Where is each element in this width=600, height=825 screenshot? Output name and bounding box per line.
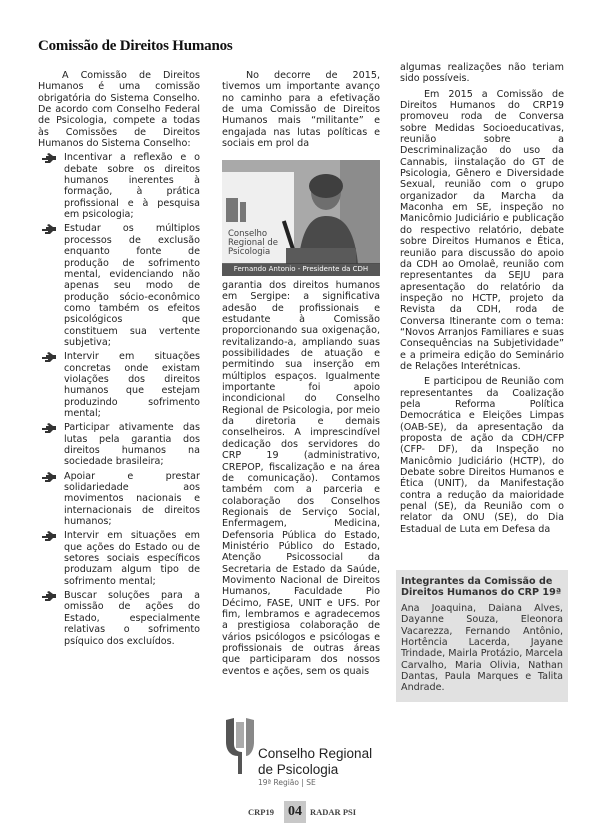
list-item: Estudar os múltiplos processos de exclusão enquanto fonte de produção de sofrimento mental, evidenciando não apenas seu modo de produção sócio-econômico como também os efeitos psicológicos que constituem sua vertente subjetiva; (38, 223, 200, 348)
paragraph: algumas realizações não teriam sido possíveis. (400, 62, 564, 85)
list-item: Intervir em situações em que ações do Estado ou de setores sociais específicos produzam algum tipo de sofrimento mental; (38, 530, 200, 587)
list-item: Apoiar e prestar solidariedade aos movimentos nacionais e internacionais de direitos humanos; (38, 471, 200, 528)
photo-president (222, 160, 380, 276)
hand-pointer-icon (40, 224, 56, 234)
list-item: Incentivar a reflexão e o debate sobre os direitos humanos inerentes à formação, à prática profissional e à pesquisa em psicologia; (38, 152, 200, 220)
crp-logo (224, 716, 384, 796)
paragraph: garantia dos direitos humanos em Sergipe: a significativa adesão de profissionais e estudante à Comissão proporcionando sua oxigenação, revitalizando-a, ampliando suas possibilidades de atuação e permitindo sua inserção em múltiplos espaços. Igualmente importante foi apoio incondicional do Conselho Regional de Psicologia, por meio da diretoria e demais conselheiros. A imprescindível dedicação dos servidores do CRP 19 (administrativo, CREPOP, fiscalização e na área de comunicação). Contamos também com a parceria e colaboração dos Conselhos Regionais de Serviço Social, Enfermagem, Medicina, Defensoria Pública do Estado, Ministério Público do Estado, Atenção Psicossocial da Secretaria de Estado da Saúde, Movimento Nacional de Direitos Humanos, Faculdade Pio Décimo, FASE, UNIT e UFS. Por fim, lembramos e agradecemos a prestigiosa colaboração de vários psicólogos e psicólogas e profissionais de outras áreas que participaram dos nossos eventos e ações, sem os quais (222, 280, 380, 677)
list-item: Buscar soluções para a omissão de ações do Estado, especialmente relativas o sofrimento psíquico dos excluídos. (38, 590, 200, 647)
list-item: Intervir em situações concretas onde existam violações dos direitos humanos que estejam produzindo sofrimento mental; (38, 351, 200, 419)
competences-list (38, 152, 200, 646)
logo-line-1: Conselho Regional (258, 746, 373, 761)
paragraph: E participou de Reunião com representantes da Coalização pela Reforma Política Democrática e Eleições Limpas (OAB-SE), da apresentação da proposta de ação da CDH/CFP (CFP- DF), da Inspeção no Manicômio Judiciário (HCTP), do Debate sobre Direitos Humanos e Ética (UNIT), da Manifestação contra a redução da maioridade penal (SE), da Reunião com o relator da ONU (SE), do Dia Estadual de Luta em Defesa da (400, 376, 564, 535)
hand-pointer-icon (40, 153, 56, 163)
photo-banner-text: Conselho Regional de Psicologia (228, 229, 278, 257)
footer-right: RADAR PSI (310, 807, 357, 817)
hand-pointer-icon (40, 423, 56, 433)
members-title: Integrantes da Comissão de Direitos Humanos do CRP 19ª (401, 576, 562, 598)
footer-left: CRP19 (248, 807, 274, 817)
list-item: Participar ativamente das lutas pela garantia dos direitos humanos na sociedade brasileira; (38, 422, 200, 467)
hand-pointer-icon (40, 352, 56, 362)
page-title: Comissão de Direitos Humanos (38, 38, 233, 54)
paragraph: No decorre de 2015, tivemos um importante avanço no caminho para a efetivação de uma Comissão de Direitos Humanos mais “militante” e engajada nas lutas políticas e sociais em prol da (222, 70, 380, 150)
logo-line-2: de Psicologia (258, 762, 339, 777)
column-middle-top (222, 70, 380, 149)
hand-pointer-icon (40, 472, 56, 482)
members-box (396, 570, 568, 702)
photo-caption: Fernando Antonio - Presidente da CDH (222, 263, 380, 276)
paragraph: Em 2015 a Comissão de Direitos Humanos do CRP19 promoveu roda de Conversa sobre Medidas Socioeducativas, reunião sobre a Descriminalização do uso da Cannabis, iinstalação do GT de Psicologia, Gênero e Diversidade Sexual, reunião com o grupo organizador da Marcha da Maconha em SE, inspeção no Manicômio Judiciário e publicação do respectivo relatório, debate sobre Direitos Humanos e Ética, reunião para discussão do apoio da CDH ao Omolaê, reunião com representantes da SEJU para apresentação do relatório da inspeção no HCTP, projeto da Revista da CDH, roda de Conversa Itinerante com o tema: “Novos Arranjos Familiares e suas Consequências na Subjetividade” e a primeira edição do Seminário de Relações Interétnicas. (400, 88, 564, 372)
page-footer (248, 805, 388, 821)
intro-paragraph: A Comissão de Direitos Humanos é uma comissão obrigatória do Sistema Conselho. De acordo com Conselho Federal de Psicologia, compete a todas às Comissões de Direitos Humanos do Sistema Conselho: (38, 70, 200, 150)
hand-pointer-icon (40, 531, 56, 541)
column-middle-bottom (222, 280, 380, 677)
column-right (400, 62, 564, 535)
page-number: 04 (284, 801, 306, 823)
logo-region: 19ª Região | SE (258, 778, 316, 787)
hand-pointer-icon (40, 591, 56, 601)
column-left (38, 70, 200, 647)
members-list: Ana Joaquina, Daiana Alves, Dayanne Souza, Eleonora Vacarezza, Fernando Antônio, Hortência Lacerda, Jayane Trindade, Mairla Protázio, Marcela Carvalho, Maria Olivia, Nathan Dantas, Paula Marques e Talita Andrade. (401, 603, 563, 694)
